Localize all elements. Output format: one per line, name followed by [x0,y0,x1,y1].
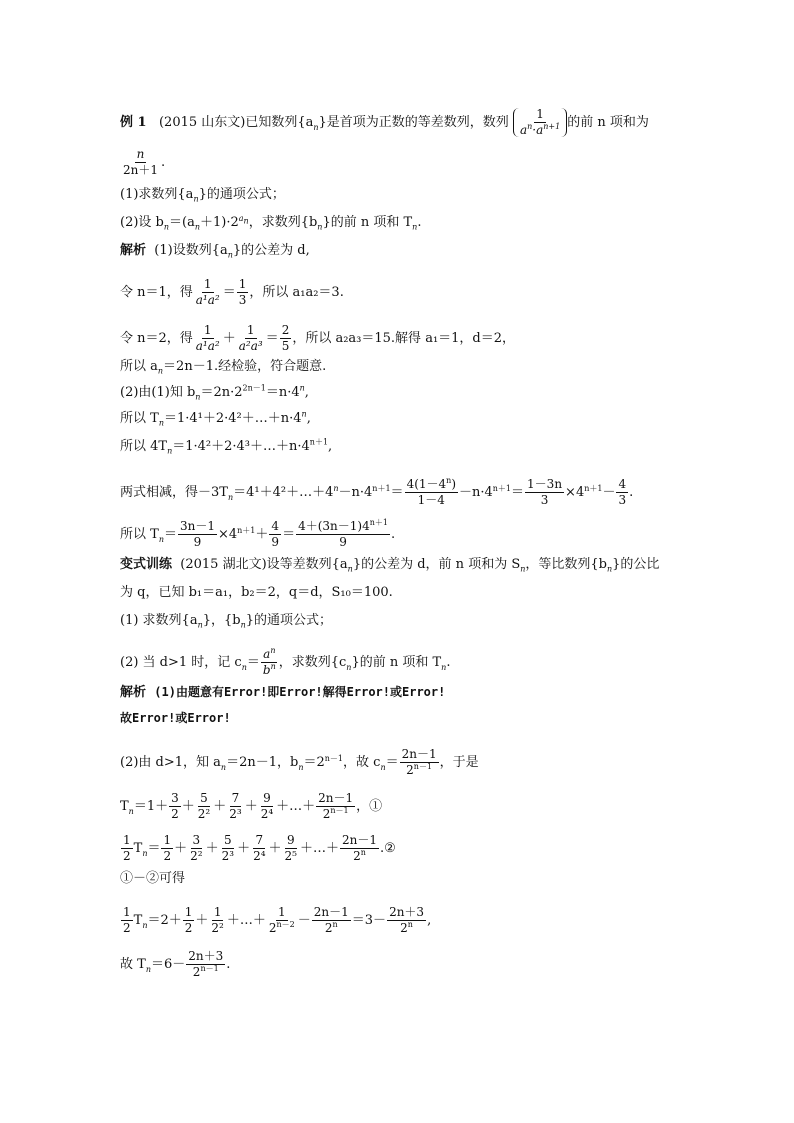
example-label: 例 1 [120,115,147,131]
solution-line-1: 解析 (1)设数列$\{a_n\}$的公差为 d, [120,243,310,260]
variant-question-2: (2) 当 d>1 时，记 $c_n=$ $\frac{a^n}{b^n}$ ，求数列$\{c_n\}$的前 n 项和 $T_n$. [120,646,451,678]
solution-line-2: 令 n＝1，得 $\frac{1}{\text{a¹a²}}$ ＝ $\frac{1}{3}$ ，所以 a₁a₂＝3. [120,277,344,308]
variant-line-2: 为 q，已知 b₁＝a₁，b₂＝2，q＝d，S₁₀＝100. [120,585,393,600]
variant-solution-6: ①－②可得 [120,871,186,886]
variant-solution-2: 故Error!或Error! [120,711,231,725]
sum-formula: $\frac{n}{2n+1}$ . [123,147,166,178]
variant-question-1: (1) 求数列$\{a_n\}$，$\{b_n\}$的通项公式； [120,613,333,630]
variant-statement: 变式训练 (2015 湖北文)设等差数列$\{a_n\}$的公差为 d，前 n 项和为 $S_n$，等比数列$\{b_n\}$的公比 [120,557,660,574]
variant-solution-5: $\frac{1}{2}$ $T_n=$ $\frac{1}{2}$ ＋ $\frac{3}{\text{2²}}$ ＋ $\frac{5}{\text{2³}}$ ＋ $\frac{7}{\text{2⁴}}$ ＋ $\frac{9}{\text{2⁵}}$ ＋…＋ $\frac{2n-1}{2^n}$ .② [123,833,396,864]
variant-solution-3: (2)由 d>1，知 $a_n=2n-1$，$b_n=2^{n-1}$，故 $c_n=$ $\frac{2n-1}{2^{n-1}}$ ，于是 [120,747,479,778]
solution-line-8: 两式相减，得$-3T_n=4^1+4^2+\dots+4^n-n\cdot 4^{n+1}=$ $\frac{4(1-4^n)}{1-4}$ $-n\cdot 4^{n+1}=$ $\frac{1-3n}{3}$ $\times 4^{n+1}-$ $\frac{4}{3}$ . [120,476,634,508]
example-1-statement: 例 1 (2015 山东文)已知数列$\{a_n\}$是首项为正数的等差数列，数列 $\frac{1}{a^n\cdot a^{n+1}}$ 的前 n 项和为 [120,107,649,138]
variant-solution-8: 故 $T_n=6-$ $\frac{2n+3}{2^{n-1}}$ . [120,949,231,980]
solution-line-9: 所以 $T_n=$ $\frac{3n-1}{9}$ $\times 4^{n+1}+$ $\frac{4}{9}$ ＝ $\frac{4+(3n-1)4^{n+1}}{9}$ . [120,518,396,550]
solution-line-3: 令 n＝2，得 $\frac{1}{\text{a¹a²}}$ ＋ $\frac{1}{\text{a²a³}}$ ＝ $\frac{2}{5}$ ，所以 a₂a₃＝15.解得 a₁＝1，d＝2， [120,323,516,354]
solution-line-4: 所以 $a_n=2n-1$.经检验，符合题意. [120,359,327,376]
question-1: (1)求数列$\{a_n\}$的通项公式； [120,187,285,204]
solution-line-5: (2)由(1)知 $b_n=2n\cdot 2^{2n-1}=n\cdot 4^n$, [120,383,309,402]
question-2: (2)设 $b_n=(a_n+1)\cdot 2^{a_n}$，求数列$\{b_n\}$的前 n 项和 $T_n$. [120,213,422,232]
variant-solution-1: 解析 (1)由题意有Error!即Error!解得Error!或Error! [120,685,446,700]
sequence-brace: $\frac{1}{a^n\cdot a^{n+1}}$ [513,108,567,137]
solution-line-7: 所以 $4T_n=1\cdot 4^2+2\cdot 4^3+\dots+n\cdot 4^{n+1}$, [120,437,333,456]
variant-solution-4: $T_n=1+$ $\frac{3}{2}$ ＋ $\frac{5}{\text{2²}}$ ＋ $\frac{7}{\text{2³}}$ ＋ $\frac{9}{\text{2⁴}}$ ＋…＋ $\frac{2n-1}{2^{n-1}}$ ，① [120,791,383,822]
solution-line-6: 所以 $T_n=1\cdot 4^1+2\cdot 4^2+\dots+n\cdot 4^n$, [120,409,311,428]
variant-solution-7: $\frac{1}{2}$ $T_n=2+$ $\frac{1}{2}$ ＋ $\frac{1}{\text{2²}}$ ＋…＋ $\frac{1}{2^{n-2}}$ － $\frac{2n-1}{2^n}$ ＝3－ $\frac{2n+3}{2^n}$ , [123,905,432,936]
